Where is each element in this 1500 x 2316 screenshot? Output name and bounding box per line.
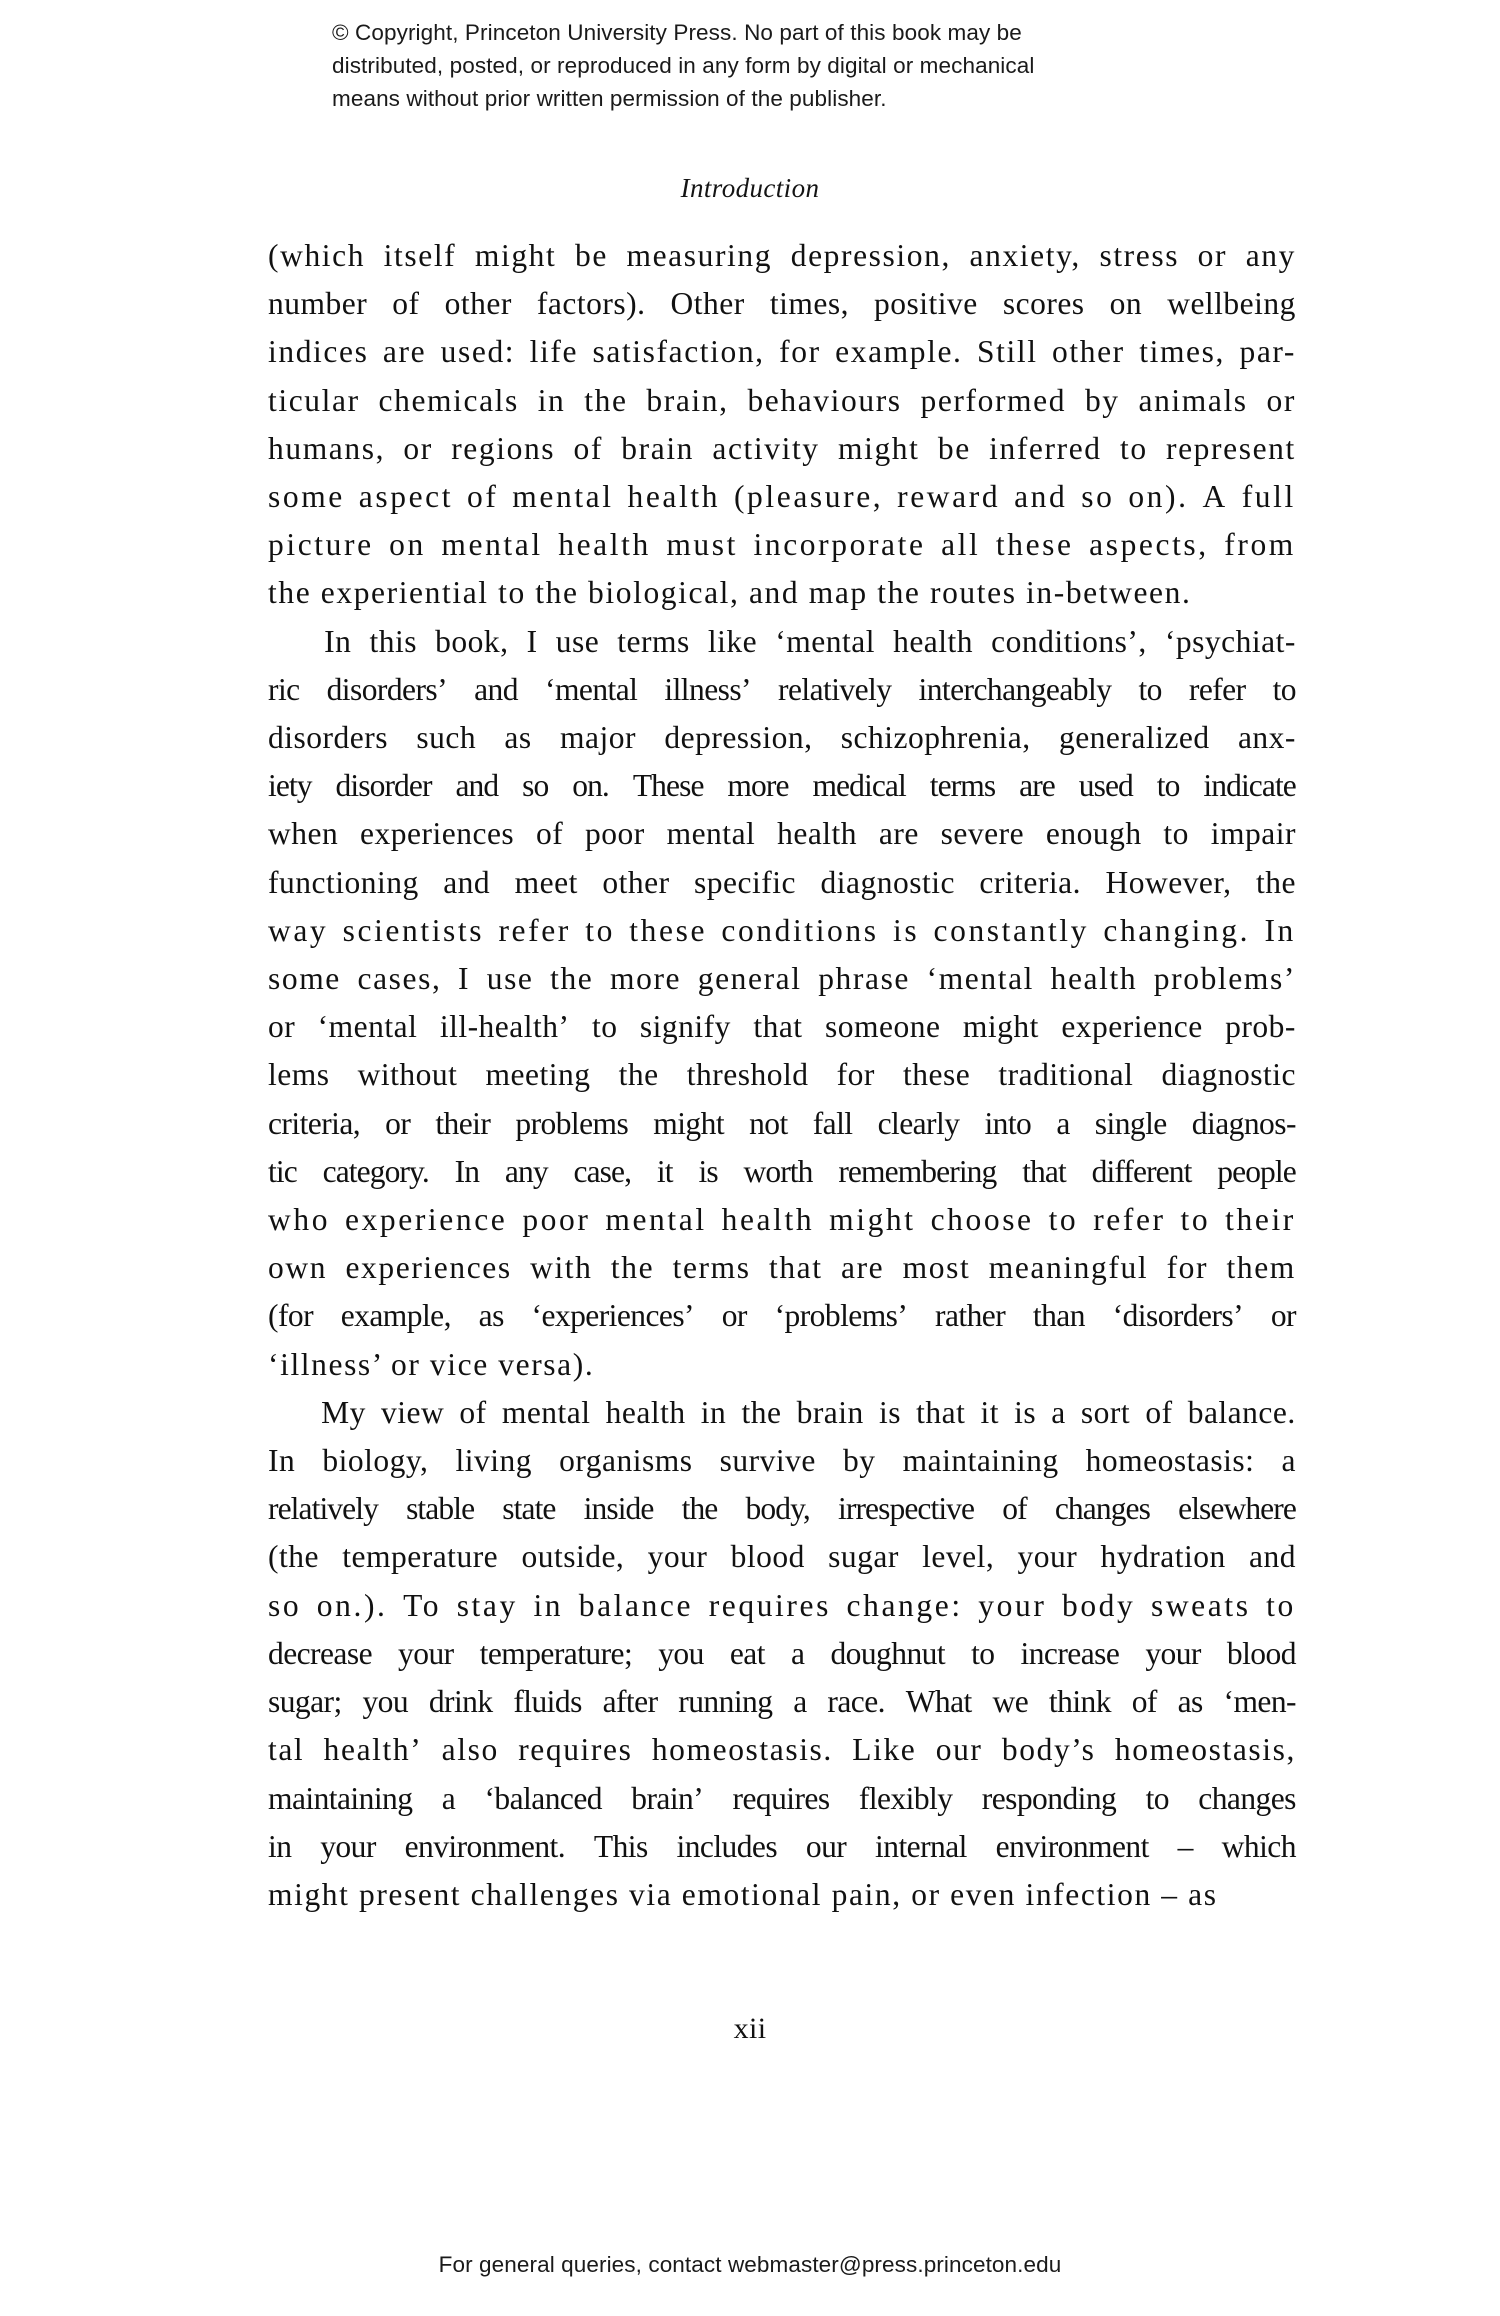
- text-line: tic category. In any case, it is worth remembering that different people: [268, 1153, 1296, 1189]
- text-line: lems without meeting the threshold for these traditional diagnostic: [268, 1057, 1296, 1093]
- text-line: who experience poor mental health might choose to refer to their: [268, 1202, 1296, 1238]
- text-line: in your environment. This includes our internal environment – which: [268, 1828, 1296, 1864]
- text-line: (for example, as ‘experiences’ or ‘problems’ rather than ‘disorders’ or: [268, 1298, 1296, 1334]
- text-line: picture on mental health must incorporate all these aspects, from: [268, 527, 1296, 563]
- footer-contact-line: For general queries, contact webmaster@press.princeton.edu: [438, 2252, 1062, 2277]
- copyright-line-2: distributed, posted, or reproduced in any form by digital or mechanical: [332, 53, 1035, 78]
- text-line: or ‘mental ill-health’ to signify that someone might experience prob-: [268, 1009, 1296, 1045]
- text-line: In this book, I use terms like ‘mental health conditions’, ‘psychiat-: [324, 623, 1296, 659]
- paragraph-3: [268, 1389, 1296, 1919]
- text-line: might present challenges via emotional pain, or even infection – as: [268, 1876, 1218, 1912]
- copyright-line-1: © Copyright, Princeton University Press. No part of this book may be: [332, 20, 1022, 45]
- text-line: some aspect of mental health (pleasure, reward and so on). A full: [268, 479, 1296, 515]
- text-line: so on.). To stay in balance requires change: your body sweats to: [268, 1587, 1296, 1623]
- text-line: decrease your temperature; you eat a doughnut to increase your blood: [268, 1635, 1296, 1671]
- page-number: xii: [733, 2012, 767, 2045]
- text-line: (which itself might be measuring depression, anxiety, stress or any: [268, 238, 1296, 273]
- paragraph-1: [268, 232, 1296, 618]
- text-line: ric disorders’ and ‘mental illness’ relatively interchangeably to refer to: [268, 671, 1296, 707]
- text-line: In biology, living organisms survive by maintaining homeostasis: a: [268, 1443, 1296, 1479]
- text-line: disorders such as major depression, schizophrenia, generalized anx-: [268, 720, 1296, 756]
- text-line: iety disorder and so on. These more medical terms are used to indicate: [268, 768, 1296, 804]
- text-line: indices are used: life satisfaction, for example. Still other times, par-: [268, 334, 1296, 370]
- text-line: ‘illness’ or vice versa).: [268, 1346, 595, 1382]
- text-line: My view of mental health in the brain is that it is a sort of balance.: [321, 1394, 1296, 1430]
- text-line: relatively stable state inside the body, irrespective of changes elsewhere: [268, 1491, 1296, 1527]
- text-line: humans, or regions of brain activity might be inferred to represent: [268, 430, 1296, 466]
- text-line: ticular chemicals in the brain, behaviours performed by animals or: [268, 382, 1296, 418]
- body-text-column: [268, 232, 1296, 1919]
- text-line: when experiences of poor mental health are severe enough to impair: [268, 816, 1296, 852]
- copyright-line-3: means without prior written permission of the publisher.: [332, 86, 887, 111]
- text-line: some cases, I use the more general phrase ‘mental health problems’: [268, 961, 1296, 997]
- text-line: own experiences with the terms that are most meaningful for them: [268, 1250, 1296, 1286]
- text-line: way scientists refer to these conditions is constantly changing. In: [268, 912, 1296, 948]
- text-line: functioning and meet other specific diagnostic criteria. However, the: [268, 864, 1296, 900]
- text-line: criteria, or their problems might not fall clearly into a single diagnos-: [268, 1105, 1296, 1141]
- text-line: maintaining a ‘balanced brain’ requires flexibly responding to changes: [268, 1780, 1296, 1816]
- text-line: tal health’ also requires homeostasis. Like our body’s homeostasis,: [268, 1732, 1296, 1768]
- running-head-title: Introduction: [680, 173, 820, 203]
- text-line: sugar; you drink fluids after running a race. What we think of as ‘men-: [268, 1684, 1296, 1720]
- text-line: (the temperature outside, your blood sugar level, your hydration and: [268, 1539, 1296, 1575]
- text-line: number of other factors). Other times, positive scores on wellbeing: [268, 286, 1296, 322]
- copyright-notice: [332, 16, 1152, 115]
- paragraph-2: [268, 618, 1296, 1389]
- text-line: the experiential to the biological, and map the routes in-between.: [268, 575, 1192, 611]
